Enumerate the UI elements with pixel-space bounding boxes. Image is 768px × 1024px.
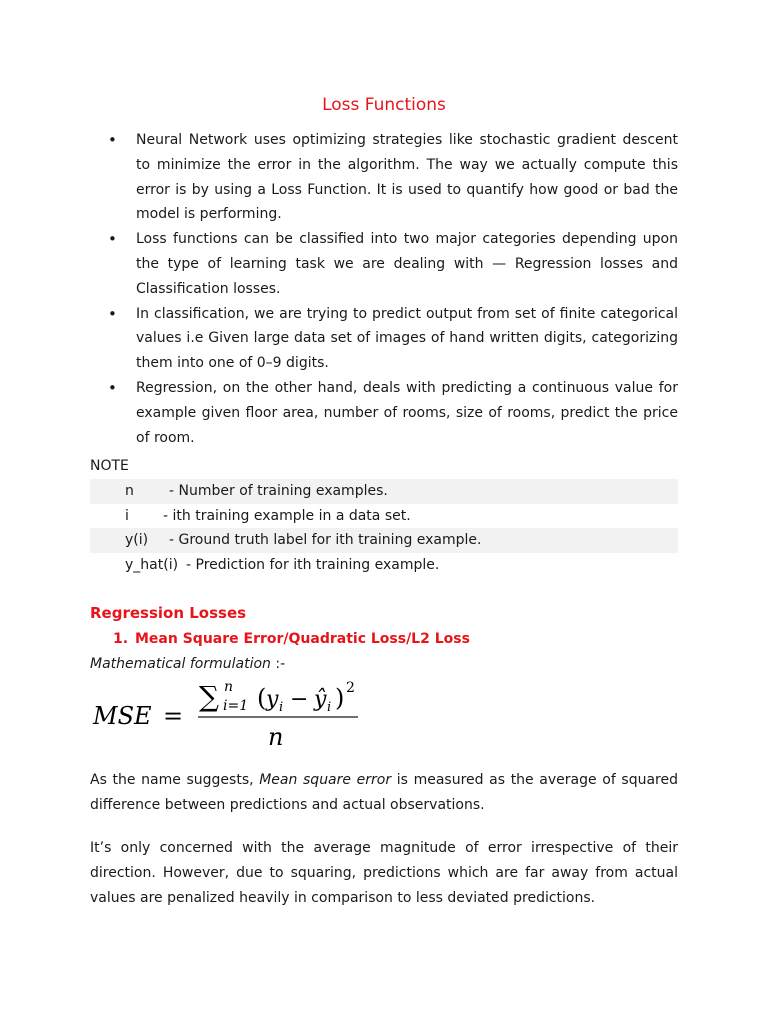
note-block: [90, 454, 678, 578]
formula-power: 2: [346, 680, 355, 696]
para1-before: As the name suggests,: [90, 772, 260, 788]
bullet-list: [90, 128, 678, 450]
bullet-icon: •: [108, 131, 117, 149]
formula-open: (: [257, 684, 267, 712]
list-item: [90, 128, 678, 227]
page-title: Loss Functions: [322, 95, 446, 115]
bullet-text: Neural Network uses optimizing strategies like stochastic gradient descent to minimize the error in the algorithm. The way we actually compute this error is by using a Loss Function. It is used to quantify how good or bad the model is performing.: [136, 132, 678, 223]
paragraph-mse-definition: [90, 768, 678, 818]
formula-lower: i=1: [223, 698, 249, 714]
bullet-text: Regression, on the other hand, deals with predicting a continuous value for example given floor area, number of rooms, size of rooms, predict the price of room.: [136, 379, 678, 446]
paragraph-mse-property: It’s only concerned with the average magnitude of error irrespective of their direction. However, due to squaring, predictions which are far away from actual values are penalized heavily in comparison to less deviated predictions.: [90, 840, 678, 906]
mse-formula: [90, 675, 370, 755]
note-desc: - Prediction for ith training example.: [186, 557, 440, 574]
note-desc: - ith training example in a data set.: [163, 507, 411, 524]
formulation-label: [90, 656, 285, 672]
formula-lhs: MSE: [93, 702, 152, 730]
note-term: y(i): [125, 532, 149, 549]
formula-minus: −: [290, 687, 309, 712]
note-label: NOTE: [90, 458, 129, 474]
note-row: [90, 479, 678, 504]
para1-after: is measured as the average of squared difference between predictions and actual observations.: [90, 772, 678, 813]
bullet-icon: •: [108, 304, 117, 323]
para1-emphasis: Mean square error: [259, 772, 392, 788]
formula-sub: i: [327, 700, 332, 715]
formula-sum: ∑: [199, 680, 219, 713]
formula-y: y: [266, 687, 279, 712]
list-item: [90, 376, 678, 450]
bullet-text: Loss functions can be classified into two major categories depending upon the type of learning task we are dealing with — Regression losses and Classification losses.: [136, 231, 678, 297]
note-term: y_hat(i): [125, 557, 179, 574]
bullet-icon: •: [108, 230, 117, 249]
note-term: n: [125, 482, 134, 499]
note-row: [90, 504, 678, 529]
bullet-icon: •: [108, 378, 117, 397]
subsection-number: 1.: [113, 631, 129, 647]
formulation-label-text: Mathematical formulation: [90, 656, 271, 672]
subsection-heading: [113, 631, 470, 647]
note-desc: - Number of training examples.: [169, 482, 388, 499]
formula-denominator: n: [268, 723, 284, 751]
bullet-text: In classification, we are trying to predict output from set of finite categorical values i.e Given large data set of images of hand written digits, categorizing them into one of 0–9 digits.: [136, 305, 678, 372]
note-row: [90, 528, 678, 553]
formula-close: ): [335, 684, 345, 712]
list-item: [90, 227, 678, 301]
note-term: i: [125, 507, 129, 524]
note-row: [90, 553, 678, 578]
formulation-suffix: :-: [270, 656, 286, 672]
formula-upper: n: [224, 679, 234, 695]
formula-yhat: ŷ: [314, 687, 327, 712]
note-desc: - Ground truth label for ith training example.: [169, 532, 482, 549]
subsection-title: Mean Square Error/Quadratic Loss/L2 Loss: [135, 631, 470, 647]
formula-equals: =: [163, 702, 184, 730]
formula-sub: i: [279, 700, 284, 715]
list-item: [90, 302, 678, 376]
section-heading: Regression Losses: [90, 604, 247, 622]
note-label-row: [90, 454, 678, 479]
